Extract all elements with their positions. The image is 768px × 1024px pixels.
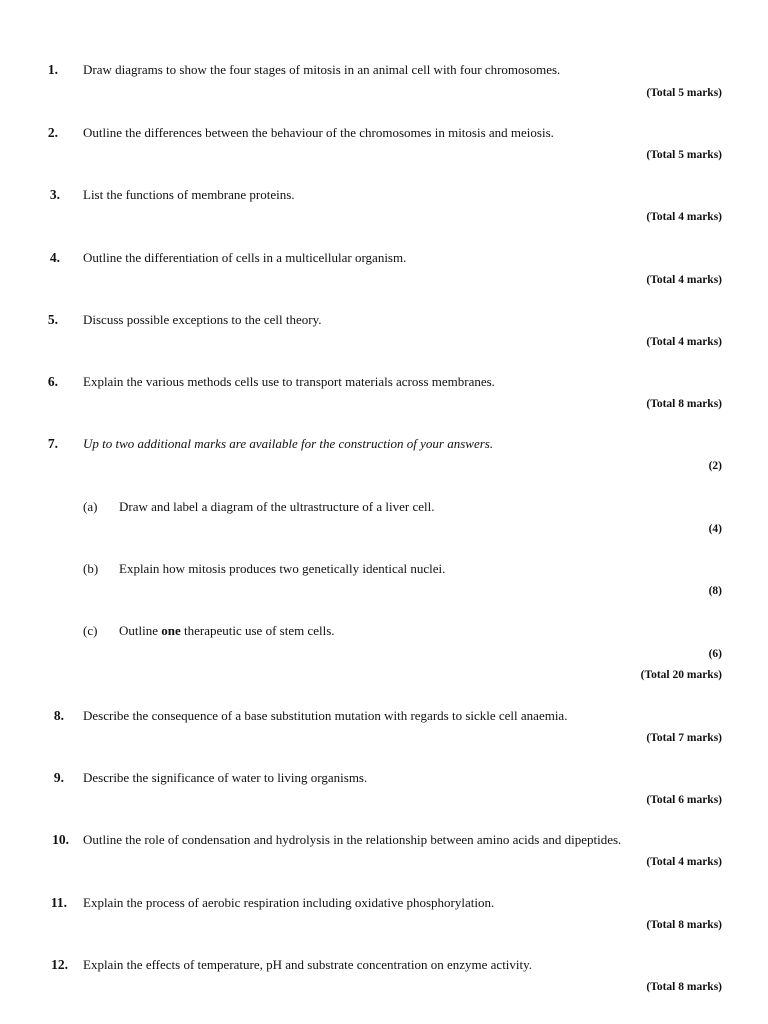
question-number: 1.	[47, 62, 58, 77]
part-marks: (6)	[708, 648, 722, 660]
question-marks: (Total 4 marks)	[646, 856, 722, 868]
question-marks: (Total 4 marks)	[646, 274, 722, 286]
part-text-after: therapeutic use of stem cells.	[180, 623, 335, 638]
part-label: (c)	[83, 623, 98, 638]
question-text: Describe the significance of water to living organisms.	[83, 770, 368, 785]
part-text-emphasis: one	[161, 623, 181, 638]
question-text: Draw diagrams to show the four stages of mitosis in an animal cell with four chromosomes.	[83, 62, 561, 77]
question-marks: (Total 5 marks)	[646, 149, 722, 161]
question-total-marks: (Total 20 marks)	[640, 669, 722, 681]
question-text: Up to two additional marks are available for the construction of your answers.	[83, 436, 494, 451]
question-marks: (2)	[708, 460, 722, 472]
question-number: 3.	[49, 187, 60, 202]
question-number: 10.	[52, 832, 69, 847]
question-text: Explain the various methods cells use to transport materials across membranes.	[83, 374, 495, 389]
question-marks: (Total 4 marks)	[646, 211, 722, 223]
question-marks: (Total 7 marks)	[646, 732, 722, 744]
part-text-before: Outline	[119, 623, 162, 638]
part-marks: (4)	[708, 523, 722, 535]
part-label: (b)	[83, 561, 99, 576]
question-text: Outline the differentiation of cells in a multicellular organism.	[83, 250, 407, 265]
question-number: 9.	[53, 770, 64, 785]
part-text	[119, 623, 335, 639]
question-marks: (Total 6 marks)	[646, 794, 722, 806]
question-number: 6.	[47, 374, 58, 389]
question-text: Outline the differences between the behaviour of the chromosomes in mitosis and meiosis.	[83, 125, 554, 140]
question-number: 4.	[49, 250, 60, 265]
question-number: 7.	[47, 436, 58, 451]
question-number: 8.	[53, 708, 64, 723]
part-label: (a)	[83, 499, 98, 514]
question-text: Explain the effects of temperature, pH and substrate concentration on enzyme activity.	[83, 957, 533, 972]
question-marks: (Total 4 marks)	[646, 336, 722, 348]
question-text: Describe the consequence of a base substitution mutation with regards to sickle cell anaemia.	[83, 708, 568, 723]
part-text: Explain how mitosis produces two genetically identical nuclei.	[119, 561, 446, 576]
question-marks: (Total 8 marks)	[646, 981, 722, 993]
question-number: 2.	[47, 125, 58, 140]
question-text: List the functions of membrane proteins.	[83, 187, 295, 202]
question-number: 12.	[51, 957, 68, 972]
question-text: Outline the role of condensation and hydrolysis in the relationship between amino acids and dipeptides.	[83, 832, 622, 847]
question-text: Discuss possible exceptions to the cell theory.	[83, 312, 322, 327]
question-number: 11.	[50, 895, 67, 910]
question-text: Explain the process of aerobic respiration including oxidative phosphorylation.	[83, 895, 495, 910]
question-marks: (Total 5 marks)	[646, 87, 722, 99]
part-text: Draw and label a diagram of the ultrastructure of a liver cell.	[119, 499, 435, 514]
question-marks: (Total 8 marks)	[646, 919, 722, 931]
question-number: 5.	[47, 312, 58, 327]
question-marks: (Total 8 marks)	[646, 398, 722, 410]
part-marks: (8)	[708, 585, 722, 597]
